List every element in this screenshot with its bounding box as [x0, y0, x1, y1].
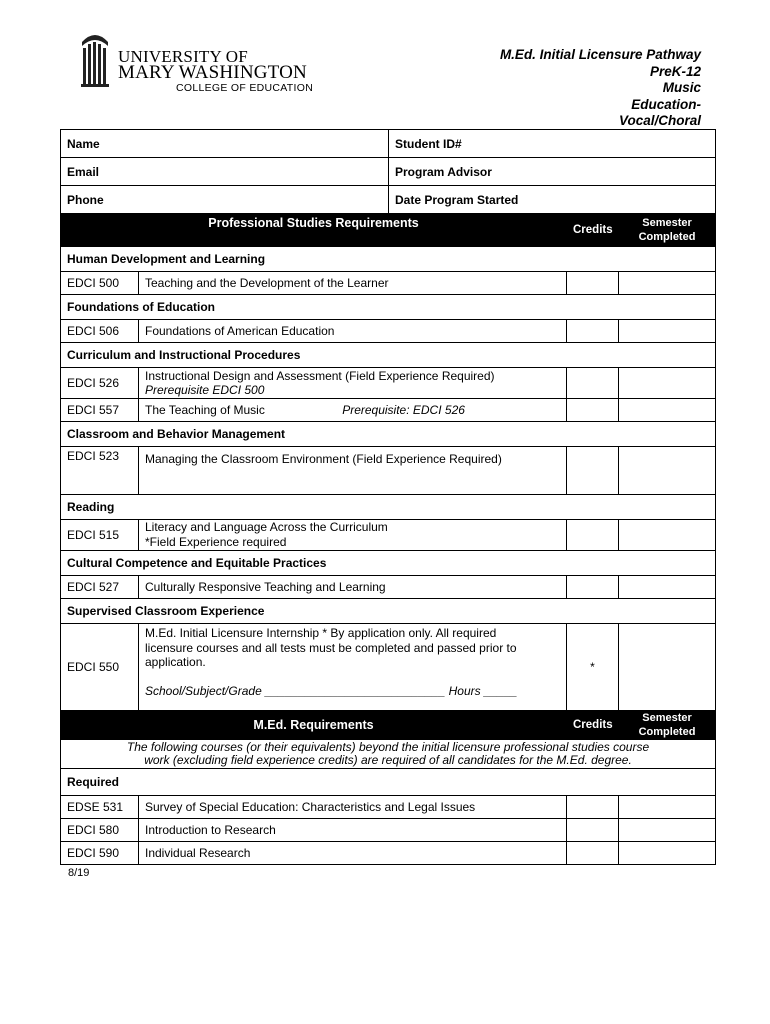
- semester-header: Semester Completed: [619, 711, 716, 740]
- course-name: Managing the Classroom Environment (Field Experience Required): [139, 447, 567, 495]
- semester-cell[interactable]: [619, 320, 716, 343]
- course-row: [61, 842, 716, 865]
- section-title: Reading: [61, 495, 716, 520]
- section-row: [61, 295, 716, 320]
- semester-header: Semester Completed: [619, 214, 716, 247]
- section-row: [61, 551, 716, 576]
- university-logo-icon: [80, 28, 110, 88]
- date-program-started-field[interactable]: Date Program Started: [389, 186, 716, 214]
- credits-cell[interactable]: [567, 447, 619, 495]
- title-line: PreK-12: [649, 63, 701, 79]
- course-code: EDCI 515: [61, 520, 139, 551]
- semester-cell[interactable]: [619, 272, 716, 295]
- title-line: Vocal/Choral: [618, 113, 701, 128]
- course-row: [61, 576, 716, 599]
- section-title: Supervised Classroom Experience: [61, 599, 716, 624]
- course-code: EDCI 580: [61, 819, 139, 842]
- credits-cell[interactable]: [567, 819, 619, 842]
- course-code: EDCI 550: [61, 624, 139, 711]
- course-code: EDCI 523: [61, 447, 139, 495]
- name-field[interactable]: Name: [61, 130, 389, 158]
- credits-header: Credits: [567, 711, 619, 740]
- professional-header-row: [61, 214, 716, 247]
- credits-cell[interactable]: [567, 576, 619, 599]
- semester-cell[interactable]: [619, 447, 716, 495]
- course-code: EDSE 531: [61, 796, 139, 819]
- credits-header: Credits: [567, 214, 619, 247]
- credits-cell[interactable]: [567, 320, 619, 343]
- email-field[interactable]: Email: [61, 158, 389, 186]
- course-code: EDCI 557: [61, 399, 139, 422]
- semester-cell[interactable]: [619, 819, 716, 842]
- course-code: EDCI 526: [61, 368, 139, 399]
- section-title: Human Development and Learning: [61, 247, 716, 272]
- course-name: The Teaching of Music: [145, 403, 265, 417]
- course-row: [61, 447, 716, 495]
- course-name: Foundations of American Education: [139, 320, 567, 343]
- phone-field[interactable]: Phone: [61, 186, 389, 214]
- student-id-field[interactable]: Student ID#: [389, 130, 716, 158]
- info-row: [61, 158, 716, 186]
- course-code: EDCI 500: [61, 272, 139, 295]
- required-label: Required: [61, 769, 716, 796]
- section-row: [61, 343, 716, 368]
- course-note: School/Subject/Grade ___________________________ Hours _____: [145, 683, 518, 698]
- course-name: Survey of Special Education: Characteristics and Legal Issues: [139, 796, 567, 819]
- course-row: [61, 320, 716, 343]
- course-row: [61, 819, 716, 842]
- professional-heading: Professional Studies Requirements: [61, 214, 567, 247]
- page-title: [500, 47, 701, 130]
- course-name-cell: [139, 399, 567, 422]
- course-row: [61, 272, 716, 295]
- course-prerequisite: Prerequisite EDCI 500: [145, 383, 265, 397]
- program-advisor-field[interactable]: Program Advisor: [389, 158, 716, 186]
- title-line: M.Ed. Initial Licensure Pathway: [499, 47, 701, 62]
- course-code: EDCI 590: [61, 842, 139, 865]
- course-name-cell: [139, 624, 567, 711]
- footer-date: 8/19: [68, 867, 90, 879]
- course-row: [61, 624, 716, 711]
- section-title: Cultural Competence and Equitable Practices: [61, 551, 716, 576]
- title-line: Music: [662, 80, 701, 95]
- logo-line-2: MARY WASHINGTON: [118, 62, 307, 83]
- course-name: Introduction to Research: [139, 819, 567, 842]
- course-prerequisite: Prerequisite: EDCI 526: [342, 403, 465, 417]
- course-row: [61, 520, 716, 551]
- credits-cell[interactable]: [567, 368, 619, 399]
- course-name: Individual Research: [139, 842, 567, 865]
- course-row: [61, 399, 716, 422]
- section-row: [61, 599, 716, 624]
- credits-cell[interactable]: [567, 520, 619, 551]
- credits-cell[interactable]: [567, 796, 619, 819]
- title-line: Education-: [631, 96, 701, 112]
- course-row: [61, 796, 716, 819]
- info-row: [61, 130, 716, 158]
- med-note: The following courses (or their equivalents) beyond the initial licensure professional studies course work (excluding field experience credits) are required of all candidates for the M.Ed. degree.: [61, 740, 716, 769]
- semester-cell[interactable]: [619, 624, 716, 711]
- semester-cell[interactable]: [619, 399, 716, 422]
- course-name: Literacy and Language Across the Curriculum: [145, 520, 388, 534]
- course-note: *Field Experience required: [145, 535, 287, 549]
- credits-cell[interactable]: *: [567, 624, 619, 711]
- med-heading: M.Ed. Requirements: [61, 711, 567, 740]
- semester-cell[interactable]: [619, 368, 716, 399]
- section-row: [61, 247, 716, 272]
- semester-cell[interactable]: [619, 842, 716, 865]
- info-row: [61, 186, 716, 214]
- section-row: [61, 769, 716, 796]
- section-title: Curriculum and Instructional Procedures: [61, 343, 716, 368]
- course-name: Culturally Responsive Teaching and Learning: [139, 576, 567, 599]
- semester-cell[interactable]: [619, 576, 716, 599]
- semester-cell[interactable]: [619, 796, 716, 819]
- logo-line-1: UNIVERSITY OF: [118, 47, 248, 66]
- med-note-row: [61, 740, 716, 769]
- course-row: [61, 368, 716, 399]
- section-row: [61, 495, 716, 520]
- course-name: Instructional Design and Assessment (Field Experience Required): [145, 369, 495, 383]
- section-row: [61, 422, 716, 447]
- logo-line-3: COLLEGE OF EDUCATION: [176, 82, 314, 94]
- course-code: EDCI 506: [61, 320, 139, 343]
- course-name: Teaching and the Development of the Learner: [139, 272, 567, 295]
- credits-cell[interactable]: [567, 842, 619, 865]
- section-title: Classroom and Behavior Management: [61, 422, 716, 447]
- semester-cell[interactable]: [619, 520, 716, 551]
- credits-cell[interactable]: [567, 399, 619, 422]
- licensure-form-table: [60, 129, 716, 865]
- med-header-row: [61, 711, 716, 740]
- course-name: M.Ed. Initial Licensure Internship * By application only. All required licensure courses and all tests must be completed and passed prior to application.: [145, 626, 517, 669]
- course-code: EDCI 527: [61, 576, 139, 599]
- section-title: Foundations of Education: [61, 295, 716, 320]
- credits-cell[interactable]: [567, 272, 619, 295]
- course-name-cell: [139, 520, 567, 551]
- course-name-cell: [139, 368, 567, 399]
